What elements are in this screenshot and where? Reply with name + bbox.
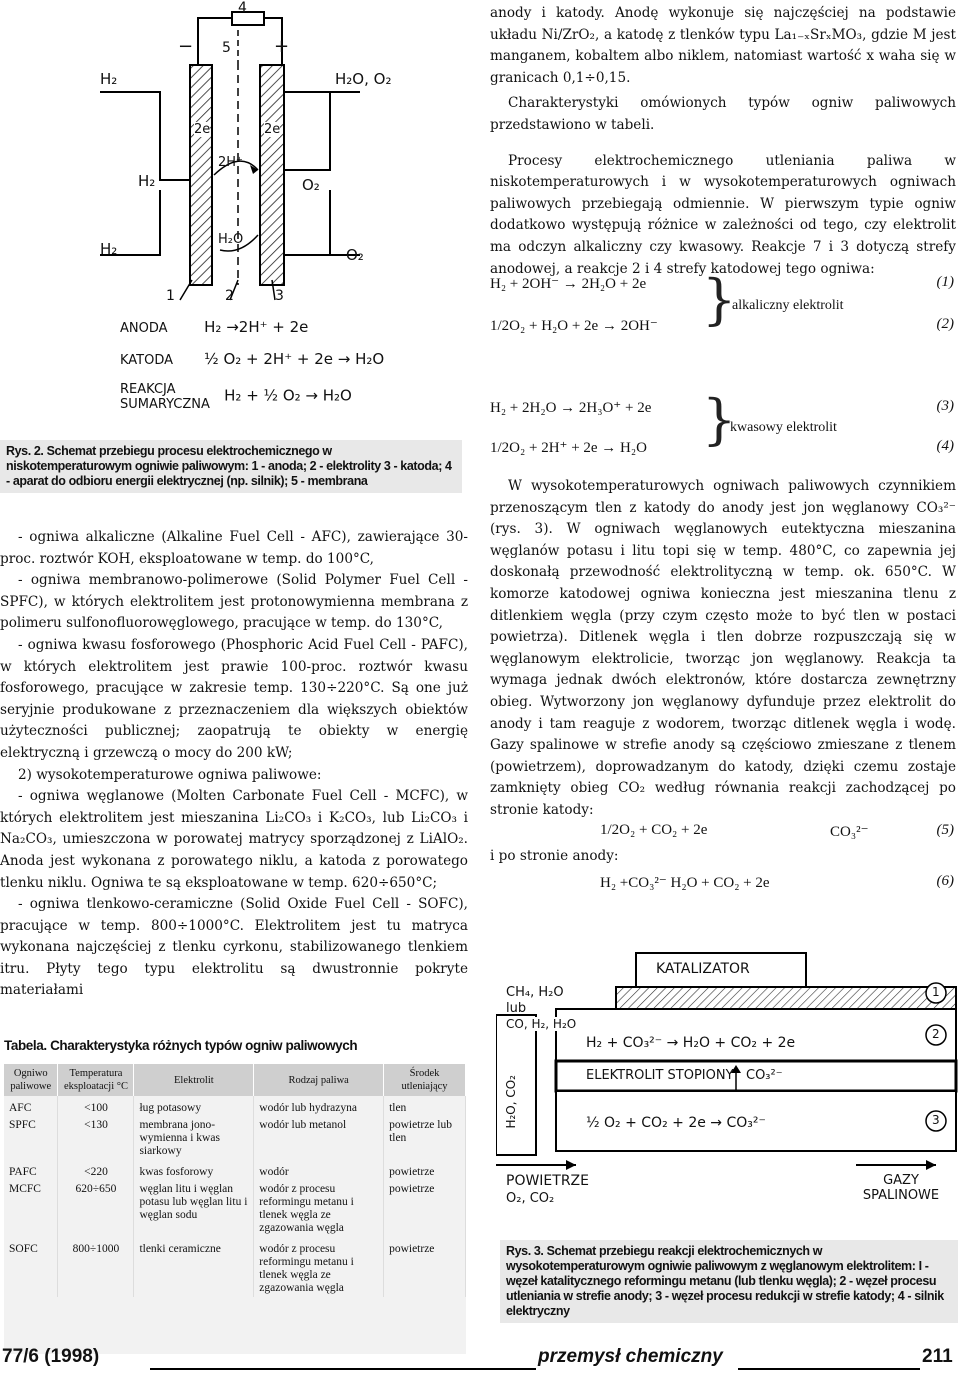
equation-5-number: (5) [936,822,954,838]
cell-type: SPFC [4,1117,58,1160]
equation-group-label: alkaliczny elektrolit [732,298,844,313]
fig3-label-feed: CH₄, H₂O [506,985,564,1000]
equation-1: H₂ + 2OH⁻ → 2H₂O + 2e [490,276,647,292]
footer-rule-right [738,1368,920,1370]
brace: } [702,388,737,451]
fig2-reaction-total [120,382,460,412]
equation-6-number: (6) [936,873,954,889]
equation-4-number: (4) [936,438,954,454]
equation-group-label: kwasowy elektrolit [730,420,837,435]
fig2-reaction-anode [120,318,460,336]
table-row [4,1096,466,1117]
page-footer [0,1346,960,1374]
cell-fuel: wodór z procesu reformingu metanu i tlenek węgla ze zgazowania węgla [254,1181,384,1237]
fig2-label-1: 1 [166,288,175,304]
equations-acid [490,388,956,460]
fig2-caption-lead: Rys. 2. [6,444,44,458]
figure-3 [496,945,960,1235]
fig3-label-3: 3 [932,1113,940,1127]
fig2-label-h2-low: H₂ [100,240,118,258]
cell-fuel: wodór lub metanol [254,1117,384,1160]
fig2-label-2e-left: 2e [194,122,211,137]
table-header: Temperatura eksploatacji °C [58,1064,134,1096]
cell-oxidant: powietrze [384,1160,466,1181]
table-header: Rodzaj paliwa [254,1064,384,1096]
cell-type: MCFC [4,1181,58,1237]
cell-temp: <220 [58,1160,134,1181]
fig3-label-gazy: GAZY SPALINOWE [862,1173,940,1203]
cell-temp: 800÷1000 [58,1237,134,1297]
equation-4: 1/2O₂ + 2H⁺ + 2e → H₂O [490,440,647,456]
table-wrap [4,1064,466,1354]
cell-electrolyte: ług potasowy [134,1096,254,1117]
cell-type: SOFC [4,1237,58,1297]
equation-1-number: (1) [936,274,954,290]
cell-oxidant: tlen [384,1096,466,1117]
table-header: Elektrolit [134,1064,254,1096]
cell-temp: 620÷650 [58,1181,134,1237]
cell-oxidant: powietrze lub tlen [384,1117,466,1160]
cell-fuel: wodór z procesu reformingu metanu i tlenek węgla ze zgazowania węgla [254,1237,384,1297]
cell-type: PAFC [4,1160,58,1181]
fig2-label-2h-plus: 2H⁺ [218,155,243,170]
fig3-label-co-feed: CO, H₂, H₂O [506,1017,577,1031]
fig2-label-4: 4 [238,0,247,16]
reaction-equation: ½ O₂ + 2H⁺ + 2e → H₂O [204,350,385,368]
fig3-caption-text: Schemat przebiegu reakcji elektrochemicznych w wysokotemperaturowym ogniwie paliwowym z węglanowym elektrolitem: I - węzeł katalitycznego reformingu metanu (lub tlenku węgla); 2 - węzeł procesu utleniania w strefie anody; 3 - węzeł procesu redukcji w strefie katody; 4 - silnik elektryczny [506,1244,944,1318]
left-column-text [0,527,468,1002]
cell-fuel: wodór [254,1160,384,1181]
fuel-cell-table [4,1064,466,1297]
equation-5-lhs: 1/2O₂ + CO₂ + 2e [600,822,708,838]
fig3-label-co3: CO₃²⁻ [746,1068,783,1083]
equation-6 [490,873,956,895]
anode-intro: i po stronie anody: [490,848,619,864]
paragraph: Procesy elektrochemicznego utleniania paliwa w niskotemperaturowych i w wysokotemperaturowych ogniwach paliwowych przebiegają odmiennie. W pierwszym typie ogniw dodatkowo występują różnice w zależności od tego, czy elektrolit ma odczyn alkaliczny czy kwasowy. Reakcje 7 i 3 dotyczą strefy anodowej, a reakcje 2 i 4 strefy katodowej tego ogniwa: [490,152,956,277]
fig3-label-1: 1 [932,985,940,999]
fig2-label-h2o-o2-top: H₂O, O₂ [335,70,392,88]
fig2-label-plus: + [274,36,290,57]
right-column-top [490,3,956,280]
fig3-label-side: H₂O, CO₂ [504,1075,518,1129]
table-row [4,1160,466,1181]
paragraph: W wysokotemperaturowych ogniwach paliwowych czynnikiem przenoszącym tlen z katody do anody jest jon węglanowy CO₃²⁻ (rys. 3). W ogniwach węglanowych eutektyczna mieszanina węglanów potasu i litu topi się w temp. 480°C, co zapewnia jej doskonałą przewodność elektrolityczną w temp. ok. 650°C. W komorze katodowej ogniwa konieczna jest mieszanina tlenu z ditlenkiem węgla (przy czym często może to być tlen w postaci powietrza). Ditlenek węgla i tlen dobrze rozpuszczają się w węglanowym elektrolicie, tworząc jon węglanowy. Reakcja ta wymaga jednak dwóch elektronów, które dostarcza zewnętrzny obieg. Wytworzony jon węglanowy dyfunduje przez elektrolit do anody i tam reaguje z wodorem, tworząc ditlenek węgla i wodę. Gazy spalinowe w strefie anody są częściowo zmieszane z tlenem (powietrzem), doprowadzanym do katody, dzięki czemu zostaje zamknięty obieg CO₂ według równania reakcji zachodzącej po stronie katody: [490,478,956,818]
reaction-label: KATODA [120,353,174,368]
brace: } [702,268,737,331]
reaction-label: ANODA [120,321,168,336]
fig3-label-2: 2 [932,1027,940,1041]
paragraph: Charakterystyki omówionych typów ogniw paliwowych przedstawiono w tabeli. [490,95,956,133]
fig2-caption-text: Schemat przebiegu procesu elektrochemicznego w niskotemperaturowym ogniwie paliwowym: 1 - anoda; 2 - elektrolity 3 - katoda; 4 - aparat do odbioru energii elektrycznej (np. silnik); 5 - membrana [6,444,452,488]
equation-2-number: (2) [936,316,954,332]
fig2-label-3: 3 [275,288,284,304]
equation-5 [490,822,956,844]
footer-issue: 77/6 (1998) [2,1346,100,1367]
equation-5-rhs: CO₃²⁻ [830,824,869,840]
reaction-equation: H₂ + ½ O₂ → H₂O [224,386,352,405]
fig2-label-o2-low: O₂ [346,246,364,264]
paragraph: - ogniwa membranowo-polimerowe (Solid Polymer Fuel Cell - SPFC), w których elektrolitem jest protonowymienna membrana z polimeru sulfonofluorowęglowego, pracujące w temp. do 130°C, [0,572,468,632]
fig3-label-katalizator: KATALIZATOR [656,961,750,977]
table-header: Ogniwo paliwowe [4,1064,58,1096]
table-row [4,1181,466,1237]
equation-3-number: (3) [936,398,954,414]
fig3-label-cathode-reaction: ½ O₂ + CO₂ + 2e → CO₃²⁻ [586,1115,766,1131]
cell-electrolyte: kwas fosforowy [134,1160,254,1181]
paragraph: - ogniwa tlenkowo-ceramiczne (Solid Oxide Fuel Cell - SOFC), pracujące w temp. 800÷1000°C. Elektrolitem jest tu matryca wykonana najczęściej z tlenku cyrkonu, stabilizowanego tlenkiem itru. Płyty tego typu elektrolitu są dwustronnie pokryte materiałami [0,896,468,999]
table-header: Środek utleniający [384,1064,466,1096]
paragraph: - ogniwa alkaliczne (Alkaline Fuel Cell - AFC), zawierające 30-proc. roztwór KOH, eksploatowane w temp. do 100°C, [0,529,468,567]
footer-page: 211 [922,1346,953,1367]
footer-rule-left [150,1368,536,1370]
equation-6-text: H₂ +CO₃²⁻ H₂O + CO₂ + 2e [600,875,770,891]
cell-oxidant: powietrze [384,1237,466,1297]
equations-alkaline [490,268,956,344]
cell-temp: <100 [58,1096,134,1117]
cell-electrolyte: tlenki ceramiczne [134,1237,254,1297]
cell-type: AFC [4,1096,58,1117]
reaction-label: REAKCJA SUMARYCZNA [120,382,210,412]
table-title: Tabela. Charakterystyka różnych typów ogniw paliwowych [4,1038,358,1053]
reaction-equation: H₂ →2H⁺ + 2e [204,318,309,336]
cell-temp: <130 [58,1117,134,1160]
fig3-label-lub: lub [506,1001,527,1016]
equation-3: H₂ + 2H₂O → 2H₃O⁺ + 2e [490,400,652,416]
paragraph: anody i katody. Anodę wykonuje się najczęściej na podstawie układu Ni/ZrO₂, a katodę z tlenków typu La₁₋ₓSrₓMO₃, gdzie M jest manganem, kobaltem albo niklem, natomiast wartość x waha się w granicach 0,1÷0,15. [490,5,956,86]
fig3-caption [500,1240,958,1323]
fig3-caption-lead: Rys. 3. [506,1244,544,1258]
fig2-label-2: 2 [225,288,234,304]
fig2-caption [0,440,462,493]
paragraph: - ogniwa węglanowe (Molten Carbonate Fuel Cell - MCFC), w których elektrolitem jest mieszanina Li₂CO₃ i K₂CO₃, lub Li₂CO₃ i Na₂CO₃, umieszczona w porowatej matrycy sporządzonej z LiAlO₂. Anoda jest wykonana z porowatego niklu, a katoda z porowatego tlenku niklu. Ogniwa te są eksploatowane w temp. 620÷650°C; [0,788,468,891]
fig3-label-powietrze: POWIETRZE [506,1173,589,1189]
footer-journal: przemysł chemiczny [538,1346,723,1367]
fig3-label-electrolyte: ELEKTROLIT STOPIONY [586,1068,734,1083]
cell-oxidant: powietrze [384,1181,466,1237]
paragraph: 2) wysokotemperaturowe ogniwa paliwowe: [18,766,322,783]
cell-electrolyte: membrana jono-wymienna i kwas siarkowy [134,1117,254,1160]
table-row [4,1237,466,1297]
cell-fuel: wodór lub hydrazyna [254,1096,384,1117]
fig3-label-h2-reaction: H₂ + CO₃²⁻ → H₂O + CO₂ + 2e [586,1035,796,1051]
right-column-mid [490,476,956,822]
fig2-label-o2-mid: O₂ [302,176,320,194]
fig2-reaction-cathode [120,350,460,368]
fig2-label-h2-mid: H₂ [138,172,156,190]
table-row [4,1117,466,1160]
fig2-label-minus: − [178,36,194,57]
paragraph: - ogniwa kwasu fosforowego (Phosphoric Acid Fuel Cell - PAFC), w których elektrolitem jest prawie 100-proc. roztwór kwasu fosforowego, pracujące w zakresie temp. 130÷220°C. Są one już seryjnie produkowane z przeznaczeniem dla większych obiektów użyteczności publicznej; zaopatrują te obiekty w energię elektryczną i grzewczą o mocy do 200 kW; [0,636,468,761]
fig3-label-o2-co2: O₂, CO₂ [506,1191,555,1206]
table-header-row [4,1064,466,1096]
fig2-label-2e-right: 2e [264,122,281,137]
figure-2 [90,0,470,420]
fig2-label-5: 5 [222,40,231,56]
fig2-label-h2o-mid: H₂O [218,232,244,247]
cell-electrolyte: węglan litu i węglan potasu lub węglan litu i węglan sodu [134,1181,254,1237]
fig2-label-h2-top: H₂ [100,70,118,88]
equation-2: 1/2O₂ + H₂O + 2e → 2OH⁻ [490,318,658,334]
